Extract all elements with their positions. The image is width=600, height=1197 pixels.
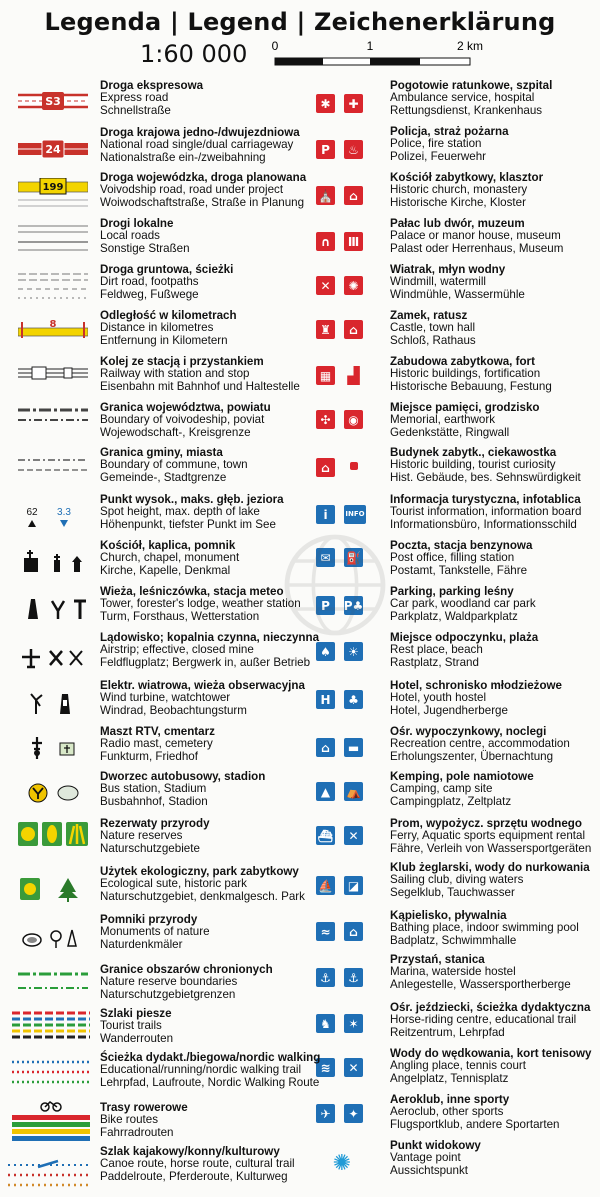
legend-entry xyxy=(390,264,525,301)
legend-entry-en: Post office, filling station xyxy=(390,551,515,565)
legend-entry xyxy=(390,540,532,577)
legend-entry-de: Naturschutzgebietgrenzen xyxy=(100,987,236,1001)
legend-entry-pl: Droga gruntowa, ścieżki xyxy=(100,263,234,276)
legend-entry-en: Express road xyxy=(100,91,169,105)
legend-entry xyxy=(100,447,248,484)
legend-entry-en: Dirt road, footpaths xyxy=(100,275,199,289)
legend-entry-de: Naturschutzgebiet, denkmalgesch. Park xyxy=(100,889,305,903)
legend-entry xyxy=(390,126,509,163)
legend-entry-de: Hotel, Jugendherberge xyxy=(390,703,508,717)
legend-entry-pl: Pogotowie ratunkowe, szpital xyxy=(390,79,553,92)
legend-entry-de: Höhenpunkt, tiefster Punkt im See xyxy=(100,517,276,531)
national-road-symbol xyxy=(18,138,88,160)
car-park-icon: P xyxy=(316,596,335,615)
national-road-number: 24 xyxy=(45,143,61,156)
legend-entry-de: Polizei, Feuerwehr xyxy=(390,149,487,163)
legend-entry-de: Turm, Forsthaus, Wetterstation xyxy=(100,609,260,623)
aeroclub-icon: ✈ xyxy=(316,1104,335,1123)
legend-entry-en: Distance in kilometres xyxy=(100,321,214,335)
legend-entry xyxy=(390,1140,481,1177)
legend-entry-de: Busbahnhof, Stadion xyxy=(100,794,208,808)
ambulance-icon: ✱ xyxy=(316,94,335,113)
legend-entry-en: Nature reserve boundaries xyxy=(100,975,238,989)
woodland-car-park-icon: P♣ xyxy=(344,596,363,615)
legend-entry-en: Ecological sute, historic park xyxy=(100,877,247,891)
legend-entry xyxy=(390,356,552,393)
legend-entry-en: Railway with station and stop xyxy=(100,367,250,381)
legend-entry xyxy=(100,540,239,577)
legend-entry xyxy=(390,494,581,531)
legend-entry-en: Aeroclub, other sports xyxy=(390,1105,504,1119)
legend-entry-de: Fähre, Verleih von Wassersportgeräten xyxy=(390,841,592,855)
church-chapel-monument-symbol xyxy=(22,548,92,574)
watermark-globe-icon xyxy=(275,525,395,645)
legend-entry-pl: Aeroklub, inne sporty xyxy=(390,1093,510,1106)
legend-entry-de: Woiwodschaftstraße, Straße in Planung xyxy=(100,195,305,209)
legend-entry-pl: Miejsce odpoczynku, plaża xyxy=(390,631,539,644)
legend-entry xyxy=(100,914,210,951)
legend-entry-en: Local roads xyxy=(100,229,160,243)
swimming-pool-icon: ⌂ xyxy=(344,922,363,941)
legend-entry-pl: Pałac lub dwór, muzeum xyxy=(390,217,525,230)
legend-entry xyxy=(390,218,563,255)
legend-entry xyxy=(390,1002,590,1039)
legend-entry xyxy=(390,680,562,717)
legend-entry-en: Car park, woodland car park xyxy=(390,597,536,611)
legend-entry xyxy=(390,586,536,623)
legend-entry xyxy=(100,680,305,717)
horse-riding-icon: ♞ xyxy=(316,1014,335,1033)
legend-entry-de: Historische Bebauung, Festung xyxy=(390,379,552,393)
nature-reserves-symbol xyxy=(18,820,90,848)
legend-entry-de: Schloß, Rathaus xyxy=(390,333,476,347)
canoe-horse-cultural-symbol xyxy=(8,1155,90,1189)
memorial-icon: ✣ xyxy=(316,410,335,429)
legend-entry xyxy=(100,310,237,347)
legend-entry xyxy=(390,818,591,855)
water-sports-rental-icon: ✕ xyxy=(344,826,363,845)
legend-entry-en: Boundary of voivodeship, poviat xyxy=(100,413,265,427)
tourist-trails-symbol xyxy=(12,1010,90,1040)
legend-entry xyxy=(100,771,265,808)
museum-icon: Ⅲ xyxy=(344,232,363,251)
legend-entry-en: Monuments of nature xyxy=(100,925,210,939)
legend-entry-pl: Kościół, kaplica, pomnik xyxy=(100,539,236,552)
legend-entry-de: Lehrpfad, Laufroute, Nordic Walking Route xyxy=(100,1075,320,1089)
legend-entry-de: Erholungszenter, Übernachtung xyxy=(390,749,554,763)
legend-entry-pl: Zabudowa zabytkowa, fort xyxy=(390,355,535,368)
bathing-place-icon: ≈ xyxy=(316,922,335,941)
legend-entry-de: Wojewodschaft-, Kreisgrenze xyxy=(100,425,251,439)
legend-entry-pl: Trasy rowerowe xyxy=(100,1101,188,1114)
sailing-club-icon: ⛵ xyxy=(316,876,335,895)
legend-entry-pl: Drogi lokalne xyxy=(100,217,174,230)
legend-entry-pl: Hotel, schronisko młodzieżowe xyxy=(390,679,563,692)
legend-entry xyxy=(100,726,215,763)
youth-hostel-icon: ♣ xyxy=(344,690,363,709)
vantage-point-icon: ✺ xyxy=(332,1151,352,1176)
monuments-nature-symbol xyxy=(22,926,82,950)
spot-height-value: 62 xyxy=(26,507,38,518)
legend-entry-en: Palace or manor house, museum xyxy=(390,229,561,243)
legend-entry-en: Nature reserves xyxy=(100,829,183,843)
legend-entry-de: Postamt, Tankstelle, Fähre xyxy=(390,563,528,577)
legend-entry-en: Marina, waterside hostel xyxy=(390,965,516,979)
legend-entry-de: Rastplatz, Strand xyxy=(390,655,479,669)
legend-entry-de: Segelklub, Tauchwasser xyxy=(390,885,515,899)
legend-entry xyxy=(390,632,538,669)
local-roads-symbol xyxy=(18,222,88,252)
legend-entry-pl: Kąpielisko, pływalnia xyxy=(390,909,507,922)
legend-entry-pl: Granica województwa, powiatu xyxy=(100,401,271,414)
legend-entry xyxy=(390,954,571,991)
legend-entry-en: Tourist information, information board xyxy=(390,505,582,519)
legend-entry-pl: Wiatrak, młyn wodny xyxy=(390,263,506,276)
legend-entry-en: Educational/running/nordic walking trail xyxy=(100,1063,302,1077)
legend-entry-pl: Lądowisko; kopalnia czynna, nieczynna xyxy=(100,631,320,644)
legend-entry-pl: Zamek, ratusz xyxy=(390,309,468,322)
marina-icon: ⚓ xyxy=(316,968,335,987)
lake-depth-value: 3.3 xyxy=(57,507,71,518)
legend-entry-en: Bathing place, indoor swimming pool xyxy=(390,921,579,935)
info-board-icon: INFO xyxy=(344,505,366,524)
legend-entry xyxy=(100,80,203,117)
legend-entry-pl: Odległość w kilometrach xyxy=(100,309,237,322)
earthwork-icon: ◉ xyxy=(344,410,363,429)
legend-entry-de: Feldflugplatz; Bergwerk in, außer Betrieb xyxy=(100,655,311,669)
legend-entry-de: Rettungsdienst, Krankenhaus xyxy=(390,103,543,117)
castle-icon: ♜ xyxy=(316,320,335,339)
legend-entry-de: Eisenbahn mit Bahnhof und Haltestelle xyxy=(100,379,300,393)
legend-entry-pl: Klub żeglarski, wody do nurkowania xyxy=(390,861,590,874)
distance-km-symbol xyxy=(18,318,88,342)
distance-km-value: 8 xyxy=(49,319,57,330)
legend-entry-en: Boundary of commune, town xyxy=(100,458,248,472)
legend-entry-en: Recreation centre, accommodation xyxy=(390,737,570,751)
legend-entry-en: Voivodship road, road under project xyxy=(100,183,284,197)
legend-entry-en: Tourist trails xyxy=(100,1019,162,1033)
legend-entry xyxy=(390,172,543,209)
watermill-icon: ✺ xyxy=(344,276,363,295)
legend-entry-en: Spot height, max. depth of lake xyxy=(100,505,260,519)
legend-entry xyxy=(100,964,273,1001)
express-road-number: S3 xyxy=(45,95,61,108)
voivodeship-boundary-symbol xyxy=(18,405,88,425)
legend-entry-en: Vantage point xyxy=(390,1151,461,1165)
legend-entry-en: Police, fire station xyxy=(390,137,482,151)
legend-entry-en: Bike routes xyxy=(100,1113,158,1127)
accommodation-icon: ▬ xyxy=(344,738,363,757)
filling-station-icon: ⛽ xyxy=(344,548,363,567)
legend-entry xyxy=(390,80,552,117)
town-hall-icon: ⌂ xyxy=(344,320,363,339)
scale-tick-1: 1 xyxy=(366,39,374,53)
legend-entry-en: Memorial, earthwork xyxy=(390,413,496,427)
dirt-road-symbol xyxy=(18,270,88,300)
legend-entry-de: Gedenkstätte, Ringwall xyxy=(390,425,510,439)
rest-place-icon: ♠ xyxy=(316,642,335,661)
legend-entry-en: Horse-riding centre, educational trail xyxy=(390,1013,577,1027)
fort-icon: ▟ xyxy=(347,365,360,385)
legend-entry-de: Windmühle, Wassermühle xyxy=(390,287,525,301)
legend-entry xyxy=(100,866,305,903)
legend-entry xyxy=(100,1052,320,1089)
educational-trails-symbol xyxy=(12,1058,90,1086)
legend-entry-de: Anlegestelle, Wassersportherberge xyxy=(390,977,571,991)
legend-entry-de: Palast oder Herrenhaus, Museum xyxy=(390,241,564,255)
post-office-icon: ✉ xyxy=(316,548,335,567)
legend-entry-en: Castle, town hall xyxy=(390,321,476,335)
diving-waters-icon: ◪ xyxy=(344,876,363,895)
historic-buildings-icon: ▦ xyxy=(316,366,335,385)
commune-boundary-symbol xyxy=(18,455,88,475)
legend-entry-pl: Wieża, leśniczówka, stacja meteo xyxy=(100,585,284,598)
railway-symbol xyxy=(18,366,88,380)
ferry-icon: ⛴ xyxy=(316,826,335,845)
legend-entry-pl: Punkt widokowy xyxy=(390,1139,481,1152)
scale-tick-2: 2 km xyxy=(456,39,484,53)
legend-entry xyxy=(390,1048,591,1085)
legend-entry-en: Angling place, tennis court xyxy=(390,1059,526,1073)
legend-entry-de: Informationsbüro, Informationsschild xyxy=(390,517,577,531)
legend-title: Legenda | Legend | Zeichenerklärung xyxy=(44,8,556,36)
waterside-hostel-icon: ⚓ xyxy=(344,968,363,987)
legend-entry-de: Fahrradrouten xyxy=(100,1125,174,1139)
legend-entry xyxy=(390,862,590,899)
legend-entry-en: Wind turbine, watchtower xyxy=(100,691,231,705)
historic-building-icon: ⌂ xyxy=(316,458,335,477)
legend-entry-en: Camping, camp site xyxy=(390,782,493,796)
express-road-symbol xyxy=(18,90,88,112)
legend-entry-de: Kirche, Kapelle, Denkmal xyxy=(100,563,231,577)
beach-icon: ☀ xyxy=(344,642,363,661)
palace-icon: ∩ xyxy=(316,232,335,251)
legend-entry xyxy=(100,494,284,531)
legend-entry-en: Historic church, monastery xyxy=(390,183,528,197)
legend-entry-en: Church, chapel, monument xyxy=(100,551,240,565)
legend-entry-pl: Poczta, stacja benzynowa xyxy=(390,539,533,552)
legend-entry xyxy=(100,264,233,301)
legend-entry-de: Reitzentrum, Lehrpfad xyxy=(390,1025,505,1039)
legend-entry xyxy=(100,632,319,669)
legend-entry-pl: Prom, wypożycz. sprzętu wodnego xyxy=(390,817,582,830)
hospital-icon: ✚ xyxy=(344,94,363,113)
legend-entry-de: Gemeinde-, Stadtgrenze xyxy=(100,470,227,484)
legend-entry-en: Ferry, Aquatic sports equipment rental xyxy=(390,829,586,843)
legend-entry-pl: Miejsce pamięci, grodzisko xyxy=(390,401,540,414)
legend-entry-pl: Ścieżka dydakt./biegowa/nordic walking xyxy=(100,1051,321,1064)
legend-entry-pl: Dworzec autobusowy, stadion xyxy=(100,770,266,783)
legend-entry-pl: Policja, straż pożarna xyxy=(390,125,509,138)
legend-entry-en: Bus station, Stadium xyxy=(100,782,207,796)
legend-entry xyxy=(100,218,190,255)
legend-entry-de: Windrad, Beobachtungsturm xyxy=(100,703,247,717)
legend-entry-pl: Ośr. jeździecki, ścieżka dydaktyczna xyxy=(390,1001,591,1014)
legend-entry xyxy=(100,402,271,439)
legend-entry-en: Hotel, youth hostel xyxy=(390,691,487,705)
legend-entry-en: Rest place, beach xyxy=(390,643,483,657)
legend-entry-pl: Droga wojewódzka, droga planowana xyxy=(100,171,307,184)
legend-entry-en: Historic building, tourist curiosity xyxy=(390,458,556,472)
legend-entry-de: Historische Kirche, Kloster xyxy=(390,195,526,209)
legend-entry xyxy=(390,726,570,763)
legend-entry-pl: Pomniki przyrody xyxy=(100,913,198,926)
spot-height-symbol xyxy=(22,505,92,529)
legend-entry-en: Canoe route, horse route, cultural trail xyxy=(100,1157,295,1171)
legend-entry-pl: Ośr. wypoczynkowy, noclegi xyxy=(390,725,547,738)
legend-entry-de: Entfernung in Kilometern xyxy=(100,333,228,347)
camp-site-icon: ⛺ xyxy=(344,782,363,801)
bike-routes-symbol xyxy=(12,1100,90,1142)
tower-lodge-meteo-symbol xyxy=(22,595,92,621)
tennis-court-icon: ✕ xyxy=(344,1058,363,1077)
ecological-historic-park-symbol xyxy=(20,876,90,902)
map-scale: 1:60 000 xyxy=(140,40,248,68)
voivodship-road-symbol xyxy=(18,178,88,208)
wind-turbine-watchtower-symbol xyxy=(30,690,90,716)
bus-station-stadium-symbol xyxy=(28,782,88,804)
legend-entry-de: Badplatz, Schwimmhalle xyxy=(390,933,517,947)
legend-entry-en: Sailing club, diving waters xyxy=(390,873,524,887)
legend-entry xyxy=(100,586,301,623)
recreation-centre-icon: ⌂ xyxy=(316,738,335,757)
scale-tick-0: 0 xyxy=(271,39,279,53)
legend-entry-pl: Wody do wędkowania, kort tenisowy xyxy=(390,1047,592,1060)
historic-church-icon: ⛪ xyxy=(316,186,335,205)
legend-entry-de: Feldweg, Fußwege xyxy=(100,287,199,301)
voivodship-road-number: 199 xyxy=(42,182,64,193)
legend-entry xyxy=(390,771,534,808)
legend-entry-pl: Droga krajowa jedno-/dwujezdniowa xyxy=(100,126,300,139)
legend-entry-pl: Szlak kajakowy/konny/kulturowy xyxy=(100,1145,280,1158)
legend-entry xyxy=(390,447,581,484)
legend-entry-de: Schnellstraße xyxy=(100,103,171,117)
tourist-information-icon: i xyxy=(316,505,335,524)
legend-entry xyxy=(100,127,300,164)
legend-entry xyxy=(100,1146,295,1183)
legend-entry-pl: Przystań, stanica xyxy=(390,953,485,966)
legend-entry-pl: Granice obszarów chronionych xyxy=(100,963,273,976)
legend-entry xyxy=(100,1008,173,1045)
legend-entry-de: Parkplatz, Waldparkplatz xyxy=(390,609,518,623)
legend-entry-de: Flugsportklub, andere Sportarten xyxy=(390,1117,560,1131)
legend-entry xyxy=(390,1094,560,1131)
legend-entry-pl: Granica gminy, miasta xyxy=(100,446,223,459)
legend-entry-pl: Parking, parking leśny xyxy=(390,585,514,598)
legend-entry-de: Sonstige Straßen xyxy=(100,241,190,255)
legend-entry-pl: Kemping, pole namiotowe xyxy=(390,770,534,783)
police-icon: P xyxy=(316,140,335,159)
legend-entry-de: Campingplatz, Zeltplatz xyxy=(390,794,512,808)
legend-entry xyxy=(100,172,306,209)
legend-entry-de: Aussichtspunkt xyxy=(390,1163,468,1177)
legend-entry-pl: Punkt wysok., maks. głęb. jeziora xyxy=(100,493,284,506)
monastery-icon: ⌂ xyxy=(344,186,363,205)
legend-entry-en: Tower, forester's lodge, weather station xyxy=(100,597,301,611)
legend-entry-en: Ambulance service, hospital xyxy=(390,91,535,105)
legend-entry-de: Angelplatz, Tennisplatz xyxy=(390,1071,509,1085)
legend-entry-pl: Użytek ekologiczny, park zabytkowy xyxy=(100,865,299,878)
airstrip-mine-symbol xyxy=(20,645,90,671)
legend-entry xyxy=(390,402,540,439)
legend-entry-en: Historic buildings, fortification xyxy=(390,367,541,381)
scale-bar xyxy=(270,38,500,72)
angling-icon: ≋ xyxy=(316,1058,335,1077)
legend-entry xyxy=(100,818,210,855)
legend-entry xyxy=(100,1102,188,1139)
hotel-icon: H xyxy=(316,690,335,709)
legend-entry-de: Wanderrouten xyxy=(100,1031,174,1045)
legend-entry-pl: Szlaki piesze xyxy=(100,1007,172,1020)
radio-mast-cemetery-symbol xyxy=(30,735,90,761)
fire-station-icon: ♨ xyxy=(344,140,363,159)
legend-entry-de: Hist. Gebäude, bes. Sehnswürdigkeit xyxy=(390,470,581,484)
legend-entry-de: Funkturm, Friedhof xyxy=(100,749,198,763)
legend-entry xyxy=(390,910,579,947)
legend-entry-en: National road single/dual carriageway xyxy=(100,138,294,152)
tourist-curiosity-icon xyxy=(350,462,358,470)
windmill-icon: ✕ xyxy=(316,276,335,295)
nature-reserve-boundary-symbol xyxy=(18,968,88,994)
legend-entry-pl: Droga ekspresowa xyxy=(100,79,204,92)
legend-entry-pl: Elektr. wiatrowa, wieża obserwacyjna xyxy=(100,679,305,692)
educational-trail-icon: ✶ xyxy=(344,1014,363,1033)
legend-entry-pl: Kościół zabytkowy, klasztor xyxy=(390,171,544,184)
legend-entry-pl: Rezerwaty przyrody xyxy=(100,817,210,830)
legend-entry-pl: Budynek zabytk., ciekawostka xyxy=(390,446,557,459)
legend-entry-pl: Informacja turystyczna, infotablica xyxy=(390,493,581,506)
legend-entry-pl: Maszt RTV, cmentarz xyxy=(100,725,215,738)
other-sports-icon: ✦ xyxy=(344,1104,363,1123)
legend-entry-en: Radio mast, cemetery xyxy=(100,737,213,751)
legend-entry-pl: Kolej ze stacją i przystankiem xyxy=(100,355,264,368)
legend-entry-de: Naturschutzgebiete xyxy=(100,841,200,855)
legend-entry-de: Paddelroute, Pferderoute, Kulturweg xyxy=(100,1169,288,1183)
legend-entry-de: Naturdenkmäler xyxy=(100,937,183,951)
legend-entry-en: Airstrip; effective, closed mine xyxy=(100,643,254,657)
legend-entry xyxy=(390,310,476,347)
legend-entry-de: Nationalstraße ein-/zweibahning xyxy=(100,150,266,164)
legend-entry-en: Windmill, watermill xyxy=(390,275,486,289)
camping-icon: ▲ xyxy=(316,782,335,801)
legend-entry xyxy=(100,356,300,393)
